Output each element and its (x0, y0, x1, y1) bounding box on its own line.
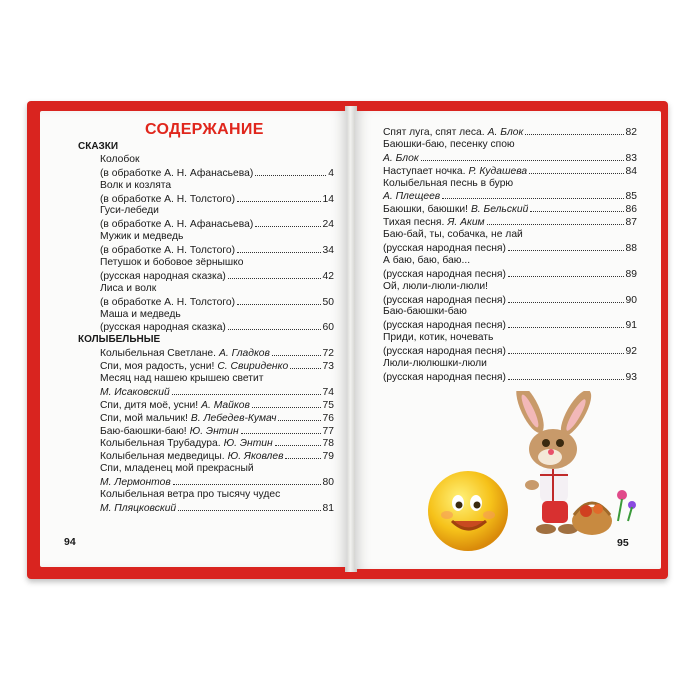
entry-page-number: 14 (322, 193, 334, 205)
kolobok-icon (428, 471, 508, 551)
illustration (390, 391, 650, 561)
entry-page-number: 81 (322, 502, 334, 514)
entry-title: Лиса и волк (100, 282, 157, 294)
dot-leader (178, 502, 320, 511)
table-of-contents-right (383, 126, 637, 384)
entry-title: Колыбельная песнь в бурю (383, 177, 514, 189)
toc-line (78, 244, 334, 257)
entry-author: Я. Аким (447, 217, 485, 229)
toc-line (383, 371, 637, 384)
entry-page-number: 89 (625, 268, 637, 280)
dot-leader (255, 218, 320, 227)
entry-title: Волк и козлята (100, 179, 172, 191)
toc-line (78, 476, 334, 489)
entry-title: Петушок и бобовое зёрнышко (100, 257, 244, 269)
toc-line (383, 358, 637, 371)
toc-line (78, 218, 334, 231)
toc-line (78, 360, 334, 373)
entry-title: (в обработке А. Н. Толстого) (100, 193, 236, 205)
entry-page-number: 88 (625, 243, 637, 255)
entry-page-number: 77 (322, 425, 334, 437)
toc-line (78, 437, 334, 450)
entry-page-number: 78 (322, 438, 334, 450)
entry-page-number: 82 (625, 127, 637, 138)
entry-author: А. Блок (383, 152, 419, 164)
entry-author: М. Лермонтов (100, 477, 171, 489)
entry-page-number: 85 (625, 191, 637, 203)
entry-page-number: 50 (322, 296, 334, 308)
left-page (40, 111, 347, 567)
toc-line (78, 321, 334, 334)
entry-page-number: 4 (328, 167, 334, 179)
entry-title: А баю, баю, баю... (383, 254, 471, 266)
toc-line (383, 255, 637, 268)
toc-line (383, 268, 637, 281)
toc-line (78, 231, 334, 244)
entry-page-number: 72 (322, 348, 334, 360)
entry-title: Колыбельная Светлане. (100, 348, 216, 360)
entry-author: Р. Кудашева (468, 165, 528, 177)
entry-title: Колобок (100, 153, 140, 165)
page-number-right: 95 (617, 537, 629, 549)
dot-leader (278, 412, 320, 421)
entry-title: Баюшки, баюшки! (383, 204, 468, 216)
entry-title: Спи, мой мальчик! (100, 412, 188, 424)
section-heading: СКАЗКИ (78, 141, 119, 152)
toc-line (78, 205, 334, 218)
entry-page-number: 84 (625, 165, 637, 177)
entry-page-number: 79 (322, 451, 334, 463)
toc-line (78, 193, 334, 206)
toc-line (78, 399, 334, 412)
entry-page-number: 80 (322, 477, 334, 489)
toc-line (383, 294, 637, 307)
entry-author: Ю. Энтин (189, 425, 239, 437)
entry-title: Спи, дитя моё, усни! (100, 399, 199, 411)
toc-line (383, 216, 637, 229)
dot-leader (529, 165, 623, 174)
dot-leader (421, 152, 624, 161)
dot-leader (241, 425, 321, 434)
toc-line (383, 306, 637, 319)
toc-line (383, 190, 637, 203)
toc-line (78, 309, 334, 322)
toc-line (78, 270, 334, 283)
entry-author: В. Лебедев-Кумач (190, 412, 277, 424)
toc-line (78, 257, 334, 270)
toc-line (383, 139, 637, 152)
page-title: СОДЕРЖАНИЕ (145, 121, 264, 138)
entry-title: (русская народная песня) (383, 346, 506, 358)
entry-page-number: 73 (322, 361, 334, 373)
dot-leader (508, 319, 624, 328)
entry-page-number: 90 (625, 294, 637, 306)
entry-title: (русская народная песня) (383, 243, 506, 255)
entry-page-number: 87 (625, 217, 637, 229)
entry-title: (русская народная сказка) (100, 270, 226, 282)
toc-line (383, 332, 637, 345)
toc-line (78, 283, 334, 296)
toc-line (78, 386, 334, 399)
entry-page-number: 60 (322, 322, 334, 334)
toc-line (383, 345, 637, 358)
dot-leader (508, 242, 624, 251)
entry-title: Наступает ночка. (383, 165, 466, 177)
toc-line (78, 180, 334, 193)
entry-title: (в обработке А. Н. Афанасьева) (100, 219, 254, 231)
entry-author: А. Гладков (218, 348, 270, 360)
dot-leader (237, 296, 320, 305)
entry-title: (русская народная песня) (383, 371, 506, 383)
entry-page-number: 92 (625, 346, 637, 358)
toc-line (383, 242, 637, 255)
toc-line (383, 281, 637, 294)
dot-leader (228, 270, 321, 279)
toc-line (78, 463, 334, 476)
entry-title: Спи, моя радость, усни! (100, 361, 215, 373)
entry-title: (в обработке А. Н. Афанасьева) (100, 167, 254, 179)
entry-title: Тихая песня. (383, 217, 445, 229)
dot-leader (275, 437, 321, 446)
entry-title: Баюшки-баю, песенку спою (383, 138, 515, 150)
toc-line (78, 450, 334, 463)
toc-line (383, 203, 637, 216)
toc-line (78, 412, 334, 425)
entry-title: Приди, котик, ночевать (383, 332, 494, 344)
entry-page-number: 83 (625, 152, 637, 164)
entry-title: Ой, люли-люли-люли! (383, 280, 488, 292)
entry-title: Баю-баюшки-баю (383, 306, 467, 318)
dot-leader (172, 386, 321, 395)
entry-page-number: 74 (322, 386, 334, 398)
entry-title: Гуси-лебеди (100, 205, 159, 217)
entry-page-number: 75 (322, 399, 334, 411)
toc-line (383, 229, 637, 242)
toc-line (78, 296, 334, 309)
entry-author: Ю. Яковлев (227, 451, 284, 463)
entry-author: В. Бельский (470, 204, 529, 216)
toc-line (78, 154, 334, 167)
dot-leader (255, 167, 326, 176)
entry-page-number: 42 (322, 270, 334, 282)
entry-page-number: 93 (625, 371, 637, 383)
toc-line (383, 319, 637, 332)
entry-title: Люли-люлюшки-люли (383, 358, 487, 370)
entry-author: М. Пляцковский (100, 502, 177, 514)
dot-leader (290, 360, 320, 369)
entry-title: (русская народная сказка) (100, 322, 226, 334)
entry-author: А. Плещеев (383, 191, 441, 203)
entry-title: Баю-баюшки-баю! (100, 425, 187, 437)
toc-line (383, 165, 637, 178)
dot-leader (228, 321, 321, 330)
dot-leader (530, 203, 623, 212)
entry-author: А. Блок (487, 127, 524, 138)
toc-line (78, 502, 334, 515)
dot-leader (525, 126, 623, 135)
entry-title: Мужик и медведь (100, 231, 184, 243)
dot-leader (508, 345, 624, 354)
entry-title: (русская народная песня) (383, 294, 506, 306)
dot-leader (237, 193, 320, 202)
entry-title: Спят луга, спят леса. (383, 127, 485, 138)
entry-title: (русская народная песня) (383, 320, 506, 332)
section-heading: КОЛЫБЕЛЬНЫЕ (78, 334, 161, 346)
toc-line (383, 178, 637, 191)
toc-line (78, 347, 334, 360)
dot-leader (285, 450, 320, 459)
dot-leader (173, 476, 321, 485)
entry-title: Спи, младенец мой прекрасный (100, 463, 254, 475)
dot-leader (442, 190, 623, 199)
entry-page-number: 76 (322, 412, 334, 424)
entry-title: Маша и медведь (100, 308, 181, 320)
basket-icon (572, 503, 612, 535)
table-of-contents-left (78, 141, 334, 515)
entry-title: Месяц над нашею крышею светит (100, 373, 264, 385)
entry-page-number: 86 (625, 204, 637, 216)
entry-title: (в обработке А. Н. Толстого) (100, 296, 236, 308)
dot-leader (237, 244, 320, 253)
toc-line (78, 373, 334, 386)
entry-title: Баю-бай, ты, собачка, не лай (383, 229, 523, 241)
entry-title: Колыбельная медведицы. (100, 451, 225, 463)
dot-leader (508, 268, 624, 277)
dot-leader (252, 399, 321, 408)
entry-title: Колыбельная ветра про тысячу чудес (100, 489, 281, 501)
dot-leader (508, 371, 624, 380)
entry-page-number: 91 (625, 320, 637, 332)
entry-page-number: 24 (322, 219, 334, 231)
dot-leader (508, 294, 624, 303)
dot-leader (272, 347, 321, 356)
dot-leader (487, 216, 624, 225)
right-page (355, 111, 661, 569)
entry-title: (в обработке А. Н. Толстого) (100, 245, 236, 257)
entry-author: С. Свириденко (217, 361, 289, 373)
flowers-icon (617, 490, 636, 521)
toc-line (383, 126, 637, 139)
entry-page-number: 34 (322, 245, 334, 257)
toc-line (78, 425, 334, 438)
toc-line (78, 489, 334, 502)
toc-line (78, 167, 334, 180)
entry-author: А. Майков (201, 399, 250, 411)
entry-author: М. Исаковский (100, 386, 170, 398)
entry-author: Ю. Энтин (223, 438, 273, 450)
toc-line (383, 152, 637, 165)
entry-title: Колыбельная Трубадура. (100, 438, 221, 450)
page-number-left: 94 (64, 536, 76, 548)
entry-title: (русская народная песня) (383, 268, 506, 280)
